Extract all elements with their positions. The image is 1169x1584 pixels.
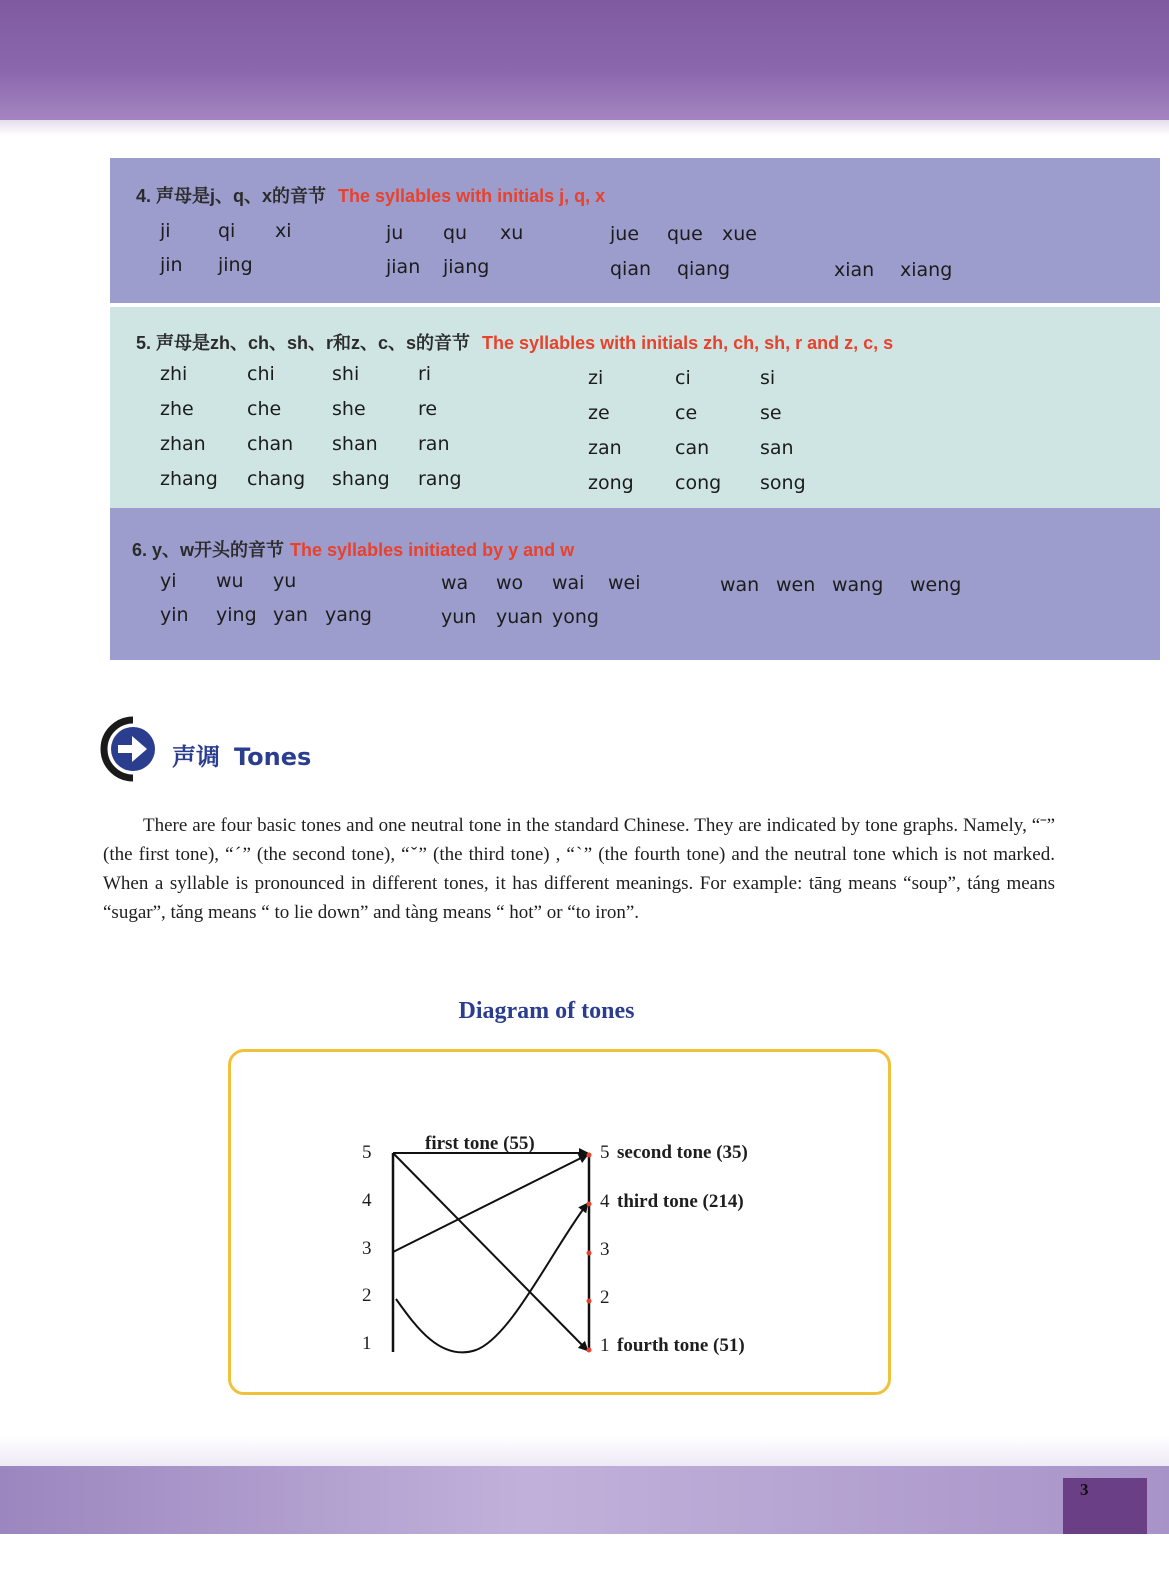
- syllable: ran: [418, 433, 450, 455]
- syllable: can: [675, 437, 710, 459]
- syllable: zan: [588, 437, 622, 459]
- syllable: zhang: [160, 468, 218, 490]
- syllable: ju: [386, 222, 404, 244]
- right-scale-3: 3: [600, 1239, 610, 1260]
- syllable: wo: [496, 572, 524, 594]
- second-tone-label: second tone (35): [617, 1142, 748, 1163]
- syllable: ci: [675, 367, 691, 389]
- syllable: rang: [418, 468, 462, 490]
- left-scale-5: 5: [362, 1142, 372, 1163]
- right-scale-2: 2: [600, 1287, 610, 1308]
- syllable: xian: [834, 259, 875, 281]
- syllable: wen: [776, 574, 816, 596]
- syllable: yin: [160, 604, 189, 626]
- syllable: xi: [275, 220, 292, 242]
- syllable: qian: [610, 258, 652, 280]
- syllable: song: [760, 472, 806, 494]
- left-scale-2: 2: [362, 1285, 372, 1306]
- syllable: xu: [500, 222, 524, 244]
- syllable: wai: [552, 572, 585, 594]
- left-scale-3: 3: [362, 1238, 372, 1259]
- section-5-box: [110, 303, 1160, 513]
- syllable: si: [760, 367, 776, 389]
- syllable: qi: [218, 220, 236, 242]
- syllable: jiang: [443, 256, 490, 278]
- page-number-box: [1063, 1478, 1147, 1534]
- syllable: qu: [443, 222, 468, 244]
- syllable: ying: [216, 604, 257, 626]
- syllable: yong: [552, 606, 599, 628]
- section-6-box: [110, 508, 1160, 660]
- syllable: che: [247, 398, 282, 420]
- syllable: yuan: [496, 606, 543, 628]
- syllable: chi: [247, 363, 275, 385]
- tone-diagram: [231, 1052, 888, 1392]
- right-scale-5: 5: [600, 1142, 610, 1163]
- second-tone-line: [393, 1155, 587, 1252]
- tones-heading-en: Tones: [234, 743, 312, 771]
- left-scale-4: 4: [362, 1190, 372, 1211]
- syllable: ze: [588, 402, 610, 424]
- syllable: xiang: [900, 259, 953, 281]
- section-4-title-zh: 4. 声母是j、q、x的音节: [136, 186, 327, 206]
- tone-point: [587, 1202, 592, 1207]
- syllable: wang: [832, 574, 884, 596]
- page-number: 3: [1080, 1480, 1089, 1499]
- tone-point: [587, 1251, 592, 1256]
- syllable: zhan: [160, 433, 206, 455]
- syllable: zhe: [160, 398, 194, 420]
- fourth-tone-line: [393, 1153, 587, 1350]
- syllable: chan: [247, 433, 294, 455]
- first-tone-label: first tone (55): [425, 1133, 535, 1154]
- top-band-fade: [0, 120, 1169, 136]
- syllable: jue: [610, 223, 640, 245]
- syllable: cong: [675, 472, 722, 494]
- bottom-band-fade: [0, 1436, 1169, 1466]
- third-tone-label: third tone (214): [617, 1191, 744, 1212]
- syllable: jin: [160, 254, 183, 276]
- syllable: jian: [386, 256, 421, 278]
- section-5-title-en: The syllables with initials zh, ch, sh, r and z, c, s: [482, 333, 894, 353]
- right-scale-1: 1: [600, 1335, 610, 1356]
- syllable: shi: [332, 363, 360, 385]
- syllable: re: [418, 398, 438, 420]
- syllable: san: [760, 437, 794, 459]
- syllable: weng: [910, 574, 962, 596]
- syllable: yun: [441, 606, 477, 628]
- syllable: yang: [325, 604, 372, 626]
- syllable: zhi: [160, 363, 188, 385]
- tone-diagram-box: [228, 1049, 891, 1395]
- section-6-title-en: The syllables initiated by y and w: [290, 540, 575, 560]
- syllable: wan: [720, 574, 760, 596]
- syllable: zong: [588, 472, 634, 494]
- bottom-band: [0, 1466, 1169, 1534]
- syllable: wei: [608, 572, 641, 594]
- syllable: xue: [722, 223, 757, 245]
- syllable: yi: [160, 570, 177, 592]
- tones-heading-zh: 声调: [172, 743, 220, 771]
- section-4-box: [110, 158, 1160, 303]
- syllable: wa: [441, 572, 469, 594]
- syllable: que: [667, 223, 703, 245]
- syllable: ji: [160, 220, 171, 242]
- syllable: yu: [273, 570, 297, 592]
- syllable: shang: [332, 468, 390, 490]
- section-5-title-zh: 5. 声母是zh、ch、sh、r和z、c、s的音节: [136, 333, 471, 353]
- syllable: ri: [418, 363, 432, 385]
- syllable: se: [760, 402, 782, 424]
- syllable: jing: [218, 254, 253, 276]
- fourth-tone-label: fourth tone (51): [617, 1335, 745, 1356]
- right-scale-4: 4: [600, 1191, 610, 1212]
- section-6-title: [132, 536, 574, 562]
- syllable: shan: [332, 433, 378, 455]
- tone-point: [587, 1348, 592, 1353]
- syllable: qiang: [677, 258, 731, 280]
- syllable: wu: [216, 570, 244, 592]
- diagram-title: Diagram of tones: [458, 998, 635, 1024]
- arrow-circle-icon: [100, 716, 162, 782]
- syllable: chang: [247, 468, 306, 490]
- syllable: yan: [273, 604, 308, 626]
- section-4-title-en: The syllables with initials j, q, x: [338, 186, 606, 206]
- syllable: zi: [588, 367, 604, 389]
- third-tone-curve: [396, 1204, 587, 1352]
- tones-heading: [172, 737, 311, 772]
- syllable: she: [332, 398, 366, 420]
- section-6-title-zh: 6. y、w开头的音节: [132, 540, 285, 560]
- tones-paragraph: There are four basic tones and one neutral tone in the standard Chinese. They are indicated by tone graphs. Namely, “ˉ” (the first tone), “ˊ” (the second tone), “ˇ” (the third tone) , “ˋ” (the fourth tone) and the neutral tone which is not marked. When a syllable is pronounced in different tones, it has different meanings. For example: tāng means “soup”, táng means “sugar”, tǎng means “ to lie down” and tàng means “ hot” or “to iron”.: [103, 815, 1055, 923]
- section-5-title: [136, 329, 893, 355]
- left-scale-1: 1: [362, 1333, 372, 1354]
- tone-point: [587, 1153, 592, 1158]
- top-band: [0, 0, 1169, 120]
- syllable: ce: [675, 402, 698, 424]
- section-4-title: [136, 182, 605, 208]
- tone-point: [587, 1299, 592, 1304]
